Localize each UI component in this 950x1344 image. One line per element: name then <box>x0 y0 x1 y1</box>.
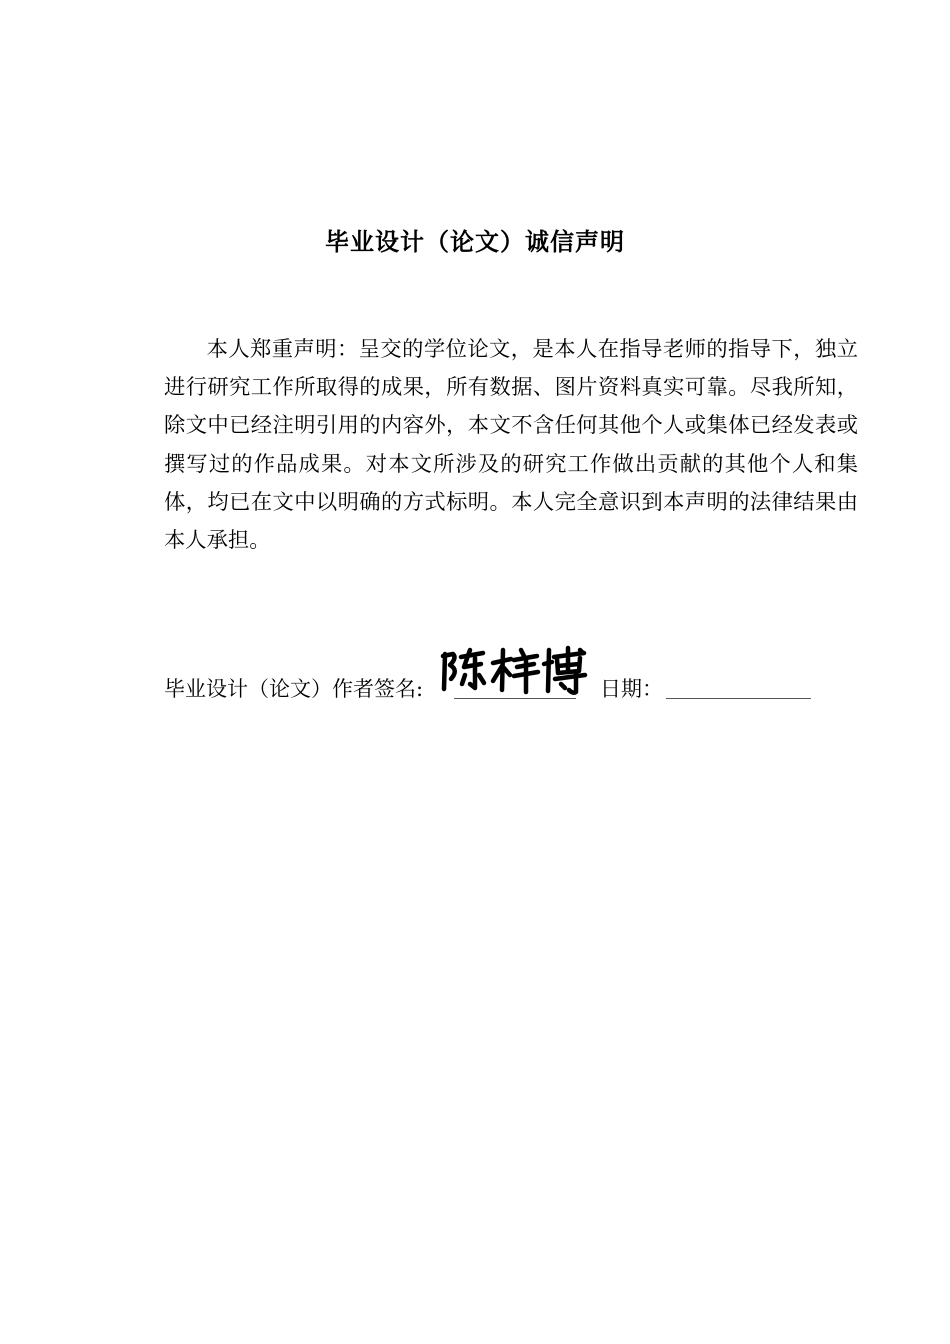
author-signature-label: 毕业设计（论文）作者签名: <box>164 677 424 701</box>
declaration-paragraph: 本人郑重声明：呈交的学位论文，是本人在指导老师的指导下，独立进行研究工作所取得的成果，所有数据、图片资料真实可靠。尽我所知，除文中已经注明引用的内容外，本文不含任何其他个人或集体已经发表或撰写过的作品成果。对本文所涉及的研究工作做出贡献的其他个人和集体，均已在文中以明确的方式标明。本人完全意识到本声明的法律结果由本人承担。 <box>164 337 858 554</box>
date-field[interactable] <box>666 674 811 699</box>
page-title: 毕业设计（论文）诚信声明 <box>325 228 625 256</box>
handwritten-signature <box>437 644 589 696</box>
date-label: 日期： <box>600 677 663 701</box>
